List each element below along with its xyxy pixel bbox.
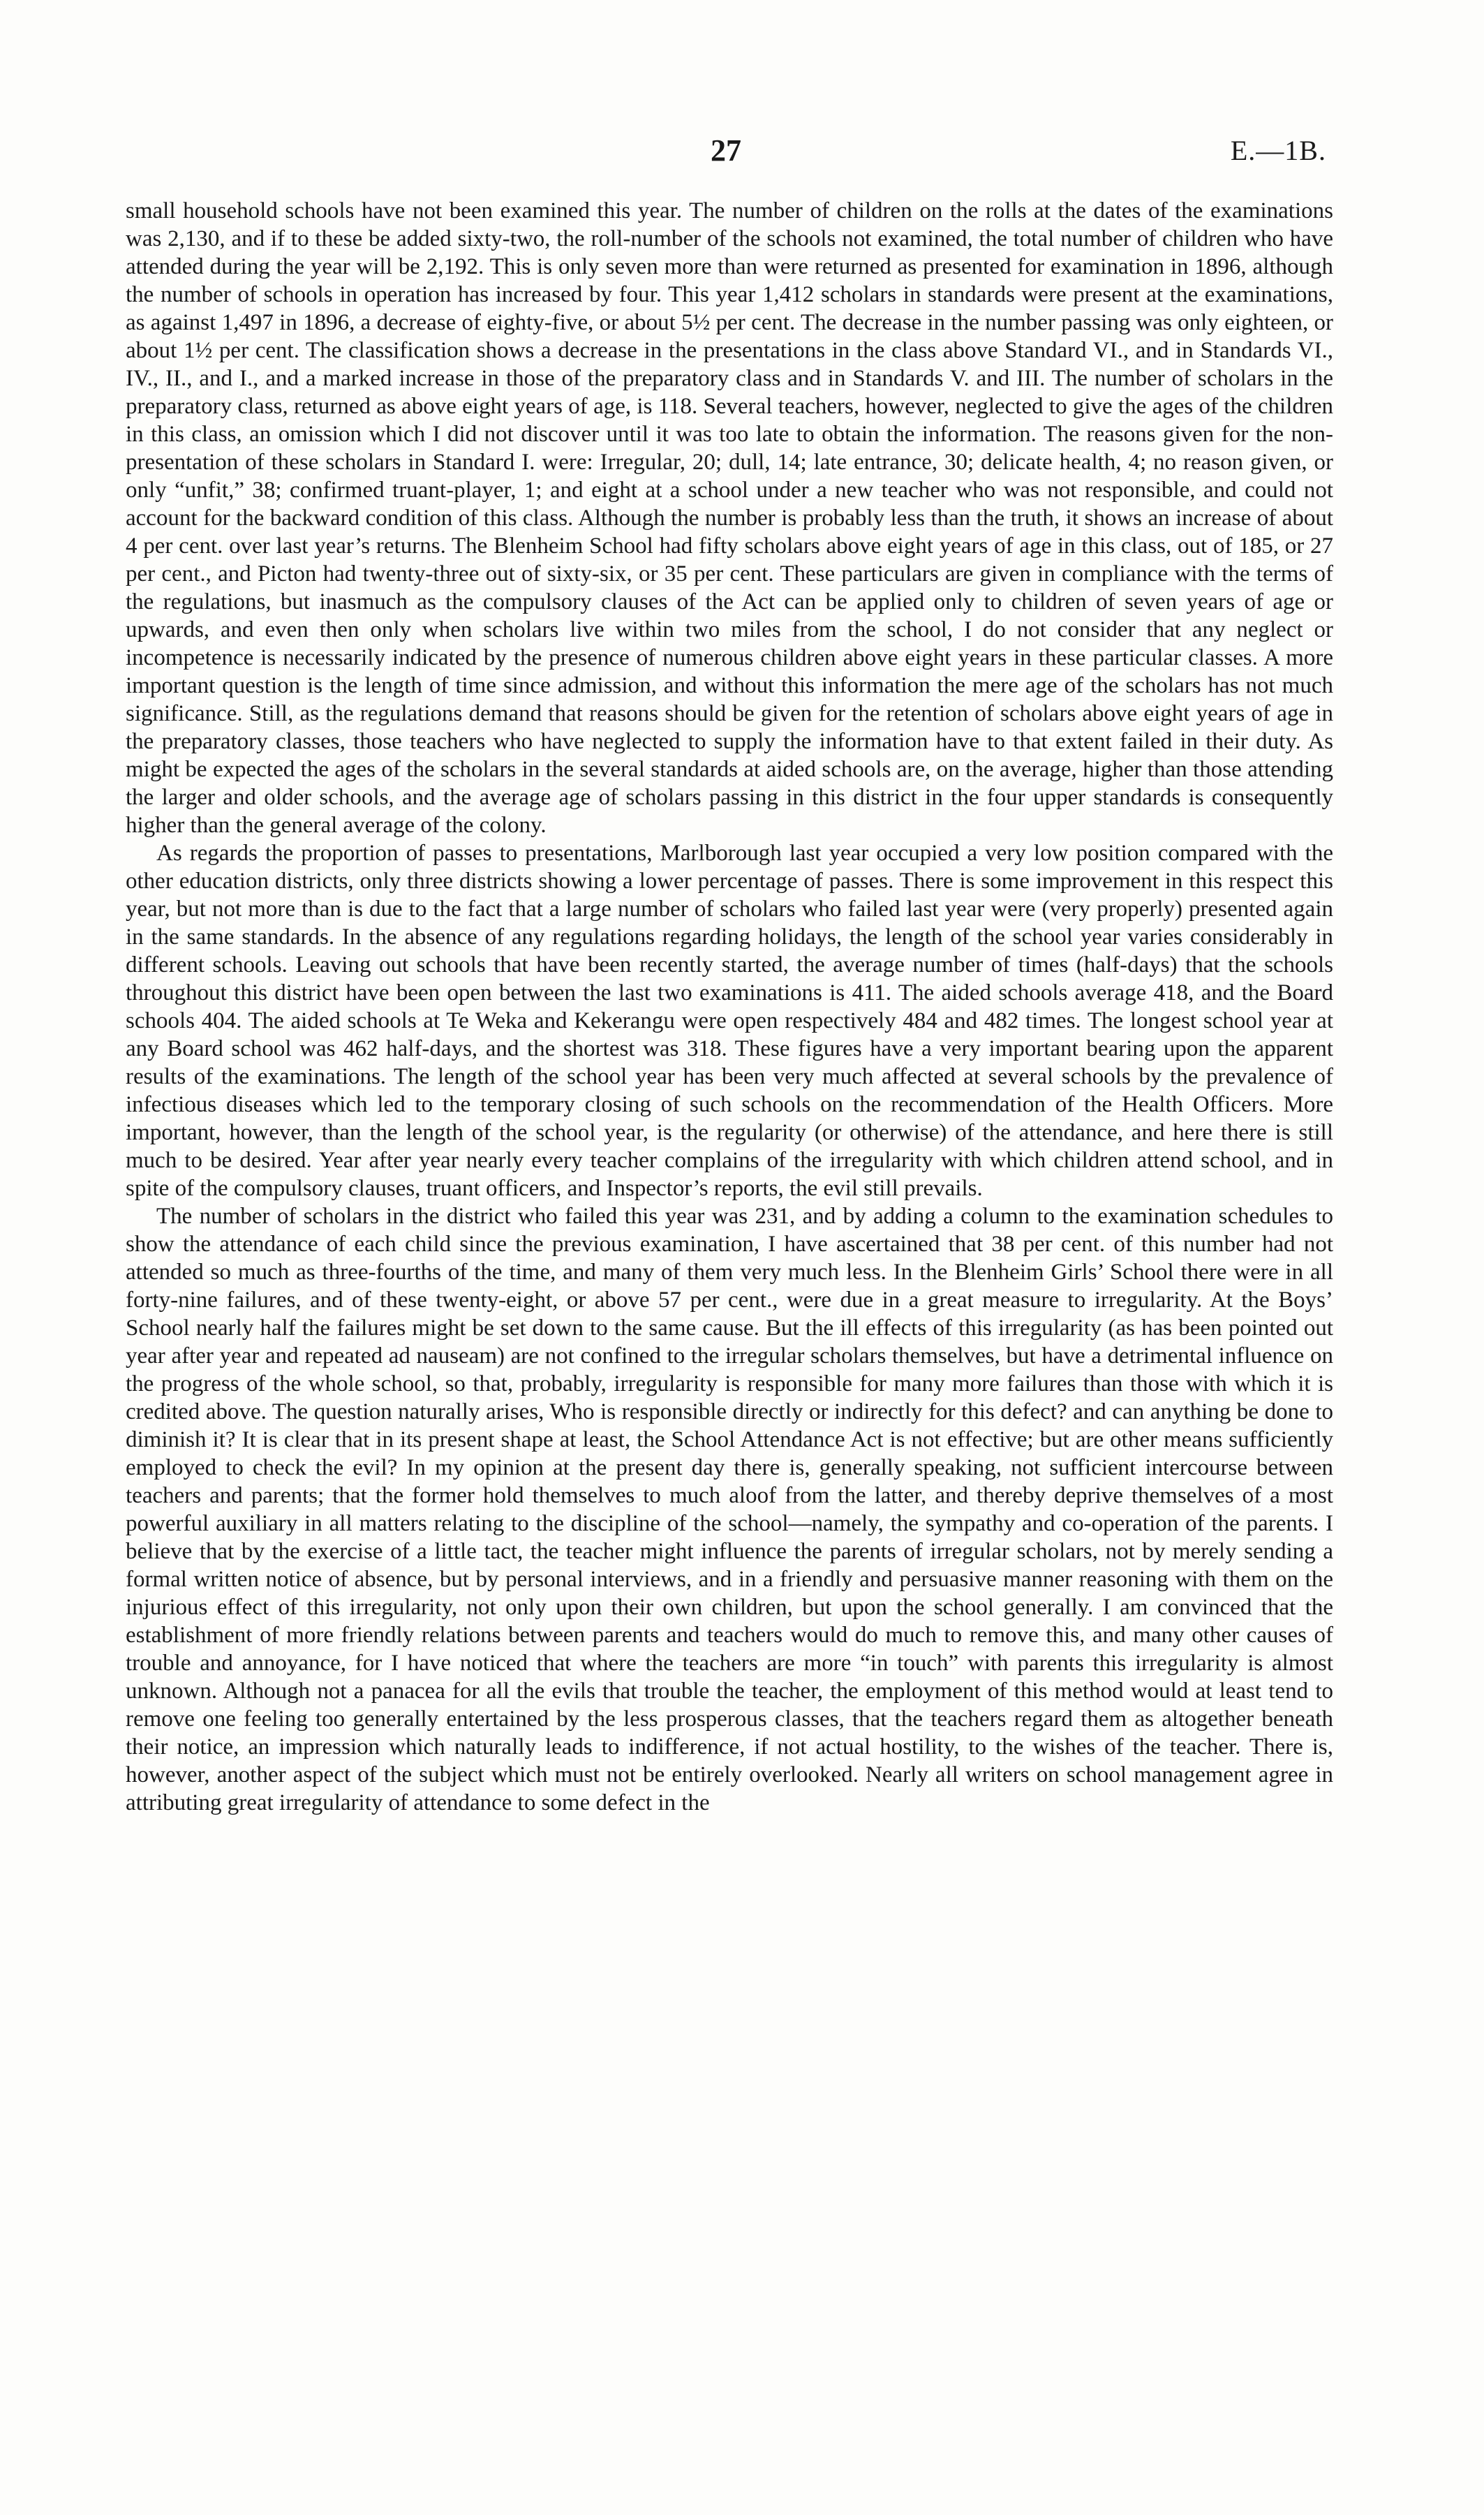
page-header bbox=[126, 133, 1326, 175]
document-reference: E.—1B. bbox=[1230, 135, 1326, 166]
body-text bbox=[126, 197, 1333, 1817]
paragraph-3: The number of scholars in the district who failed this year was 231, and by adding a column to the examination schedules to show the attendance of each child since the previous examination, I have ascertained that 38 per cent. of this number had not attended so much as three-fourths of the time, and many of them very much less. In the Blenheim Girls’ School there were in all forty-nine failures, and of these twenty-eight, or above 57 per cent., were due in a great measure to irregularity. At the Boys’ School nearly half the failures might be set down to the same cause. But the ill effects of this irregularity (as has been pointed out year after year and repeated ad nauseam) are not confined to the irregular scholars themselves, but have a detrimental influence on the progress of the whole school, so that, probably, irregularity is responsible for many more failures than those with which it is credited above. The question naturally arises, Who is responsible directly or indirectly for this defect? and can anything be done to diminish it? It is clear that in its present shape at least, the School Attendance Act is not effective; but are other means sufficiently employed to check the evil? In my opinion at the present day there is, generally speaking, not sufficient intercourse between teachers and parents; that the former hold themselves to much aloof from the latter, and thereby deprive themselves of a most powerful auxiliary in all matters relating to the discipline of the school—namely, the sympathy and co-operation of the parents. I believe that by the exercise of a little tact, the teacher might influence the parents of irregular scholars, not by merely sending a formal written notice of absence, but by personal interviews, and in a friendly and persuasive manner reasoning with them on the injurious effect of this irregularity, not only upon their own children, but upon the school generally. I am convinced that the establishment of more friendly relations between parents and teachers would do much to remove this, and many other causes of trouble and annoyance, for I have noticed that where the teachers are more “in touch” with parents this irregularity is almost unknown. Although not a panacea for all the evils that trouble the teacher, the employment of this method would at least tend to remove one feeling too generally entertained by the less prosperous classes, that the teachers regard them as altogether beneath their notice, an impression which naturally leads to indifference, if not actual hostility, to the wishes of the teacher. There is, however, another aspect of the subject which must not be entirely overlooked. Nearly all writers on school management agree in attributing great irregularity of attendance to some defect in the bbox=[126, 1204, 1333, 1815]
page-number: 27 bbox=[711, 133, 741, 168]
paragraph-2: As regards the proportion of passes to presentations, Marlborough last year occupied a very low position compared with the other education districts, only three districts showing a lower percentage of passes. There is some improvement in this respect this year, but not more than is due to the fact that a large number of scholars who failed last year were (very properly) presented again in the same standards. In the absence of any regulations regarding holidays, the length of the school year varies considerably in different schools. Leaving out schools that have been recently started, the average number of times (half-days) that the schools throughout this district have been open between the last two examinations is 411. The aided schools average 418, and the Board schools 404. The aided schools at Te Weka and Kekerangu were open respectively 484 and 482 times. The longest school year at any Board school was 462 half-days, and the shortest was 318. These figures have a very important bearing upon the apparent results of the examinations. The length of the school year has been very much affected at several schools by the prevalence of infectious diseases which led to the temporary closing of such schools on the recommendation of the Health Officers. More important, however, than the length of the school year, is the regularity (or otherwise) of the attendance, and here there is still much to be desired. Year after year nearly every teacher complains of the irregularity with which children attend school, and in spite of the compulsory clauses, truant officers, and Inspector’s reports, the evil still prevails. bbox=[126, 841, 1333, 1201]
paragraph-1: small household schools have not been examined this year. The number of children on the rolls at the dates of the examinations was 2,130, and if to these be added sixty-two, the roll-number of the schools not examined, the total number of children who have attended during the year will be 2,192. This is only seven more than were returned as presented for examination in 1896, although the number of schools in operation has increased by four. This year 1,412 scholars in standards were present at the examinations, as against 1,497 in 1896, a decrease of eighty-five, or about 5½ per cent. The decrease in the number passing was only eighteen, or about 1½ per cent. The classification shows a decrease in the presentations in the class above Standard VI., and in Standards VI., IV., II., and I., and a marked increase in those of the preparatory class and in Standards V. and III. The number of scholars in the preparatory class, returned as above eight years of age, is 118. Several teachers, however, neglected to give the ages of the children in this class, an omission which I did not discover until it was too late to obtain the information. The reasons given for the non-presentation of these scholars in Standard I. were: Irregular, 20; dull, 14; late entrance, 30; delicate health, 4; no reason given, or only “unfit,” 38; confirmed truant-player, 1; and eight at a school under a new teacher who was not responsible, and could not account for the backward condition of this class. Although the number is probably less than the truth, it shows an increase of about 4 per cent. over last year’s returns. The Blenheim School had fifty scholars above eight years of age in this class, out of 185, or 27 per cent., and Picton had twenty-three out of sixty-six, or 35 per cent. These particulars are given in compliance with the terms of the regulations, but inasmuch as the compulsory clauses of the Act can be applied only to children of seven years of age or upwards, and even then only when scholars live within two miles from the school, I do not consider that any neglect or incompetence is necessarily indicated by the presence of numerous children above eight years in these particular classes. A more important question is the length of time since admission, and without this information the mere age of the scholars has not much significance. Still, as the regulations demand that reasons should be given for the retention of scholars above eight years of age in the preparatory classes, those teachers who have neglected to supply the information have to that extent failed in their duty. As might be expected the ages of the scholars in the several standards at aided schools are, on the average, higher than those attending the larger and older schools, and the average age of scholars passing in this district in the four upper standards is consequently higher than the general average of the colony. bbox=[126, 198, 1333, 838]
